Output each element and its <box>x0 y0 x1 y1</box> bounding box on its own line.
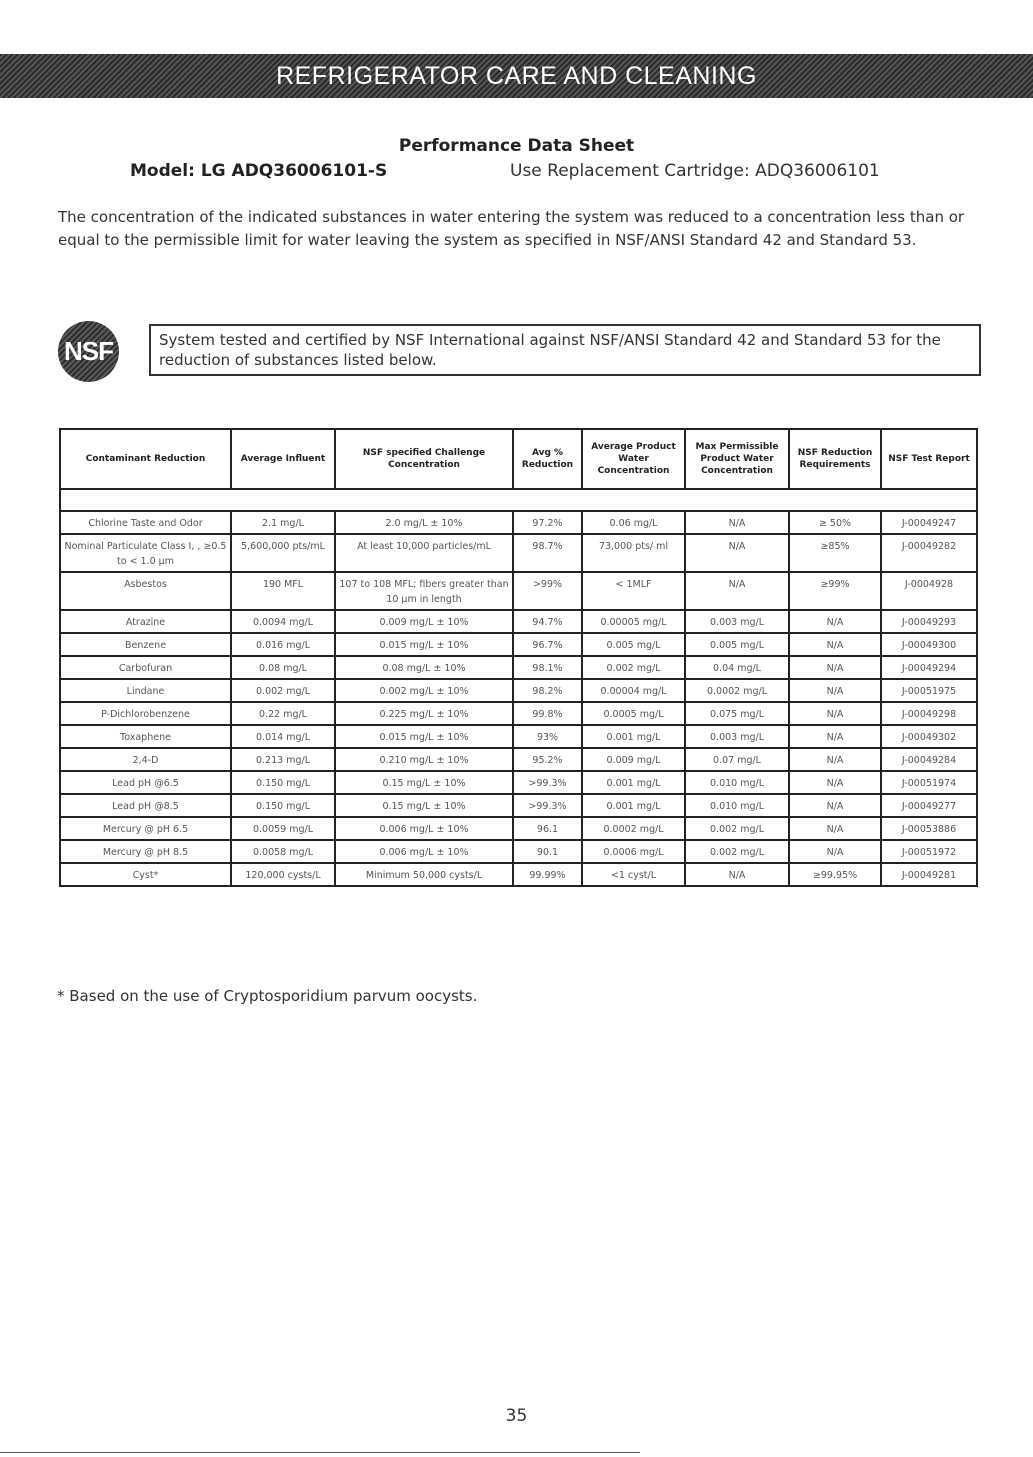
cell-reduction-requirements: N/A <box>789 702 881 725</box>
table-row <box>60 610 977 633</box>
cell-average-product-water: 0.009 mg/L <box>582 748 685 771</box>
cell-average-influent: 0.0059 mg/L <box>231 817 335 840</box>
cell-reduction-requirements: N/A <box>789 725 881 748</box>
cell-test-report: J-00051975 <box>881 679 977 702</box>
section-banner <box>0 54 1033 98</box>
header-contaminant: Contaminant Reduction <box>60 429 231 489</box>
cell-avg-reduction: 98.2% <box>513 679 582 702</box>
cell-challenge-concentration: 0.015 mg/L ± 10% <box>335 725 513 748</box>
banner-title: REFRIGERATOR CARE AND CLEANING <box>276 61 757 90</box>
replacement-cartridge-label: Use Replacement Cartridge: ADQ36006101 <box>510 161 880 181</box>
cell-average-product-water: 0.0002 mg/L <box>582 817 685 840</box>
cell-reduction-requirements: ≥99.95% <box>789 863 881 886</box>
cell-reduction-requirements: N/A <box>789 771 881 794</box>
nsf-logo-text: NSF <box>64 336 113 366</box>
table-row <box>60 633 977 656</box>
cell-challenge-concentration: 0.15 mg/L ± 10% <box>335 794 513 817</box>
cell-test-report: J-00053886 <box>881 817 977 840</box>
cell-reduction-requirements: ≥85% <box>789 534 881 572</box>
cell-max-permissible: 0.002 mg/L <box>685 817 789 840</box>
cell-test-report: J-00049284 <box>881 748 977 771</box>
cell-average-influent: 0.08 mg/L <box>231 656 335 679</box>
cell-average-product-water: 0.06 mg/L <box>582 511 685 534</box>
cell-test-report: J-00049298 <box>881 702 977 725</box>
certification-statement: System tested and certified by NSF International against NSF/ANSI Standard 42 and Standard 53 for the reduction of substances listed below. <box>149 324 981 376</box>
cell-avg-reduction: 99.99% <box>513 863 582 886</box>
cell-contaminant: Asbestos <box>60 572 231 610</box>
cell-reduction-requirements: ≥ 50% <box>789 511 881 534</box>
cell-reduction-requirements: N/A <box>789 679 881 702</box>
cell-challenge-concentration: 0.210 mg/L ± 10% <box>335 748 513 771</box>
cell-reduction-requirements: N/A <box>789 748 881 771</box>
cell-avg-reduction: 96.1 <box>513 817 582 840</box>
cell-average-product-water: 0.002 mg/L <box>582 656 685 679</box>
cell-challenge-concentration: 0.225 mg/L ± 10% <box>335 702 513 725</box>
cell-test-report: J-00049294 <box>881 656 977 679</box>
cell-contaminant: P-Dichlorobenzene <box>60 702 231 725</box>
cell-max-permissible: 0.0002 mg/L <box>685 679 789 702</box>
model-label: Model: LG ADQ36006101-S <box>130 161 388 181</box>
cell-challenge-concentration: 0.002 mg/L ± 10% <box>335 679 513 702</box>
cell-average-influent: 120,000 cysts/L <box>231 863 335 886</box>
cell-average-influent: 0.0094 mg/L <box>231 610 335 633</box>
cell-max-permissible: 0.04 mg/L <box>685 656 789 679</box>
cell-test-report: J-00049247 <box>881 511 977 534</box>
header-reduction-requirements: NSF Reduction Requirements <box>789 429 881 489</box>
cell-contaminant: Lead pH @6.5 <box>60 771 231 794</box>
cell-average-product-water: 0.001 mg/L <box>582 771 685 794</box>
table-row <box>60 817 977 840</box>
cell-max-permissible: N/A <box>685 534 789 572</box>
cell-average-influent: 0.150 mg/L <box>231 794 335 817</box>
cell-average-influent: 0.150 mg/L <box>231 771 335 794</box>
cell-challenge-concentration: Minimum 50,000 cysts/L <box>335 863 513 886</box>
cell-challenge-concentration: 0.006 mg/L ± 10% <box>335 840 513 863</box>
cell-contaminant: Carbofuran <box>60 656 231 679</box>
cell-avg-reduction: 98.1% <box>513 656 582 679</box>
table-row <box>60 572 977 610</box>
cell-avg-reduction: 98.7% <box>513 534 582 572</box>
page-number: 35 <box>505 1406 528 1426</box>
cell-contaminant: Chlorine Taste and Odor <box>60 511 231 534</box>
cell-contaminant: 2,4-D <box>60 748 231 771</box>
cell-avg-reduction: 99.8% <box>513 702 582 725</box>
cell-avg-reduction: >99% <box>513 572 582 610</box>
cell-average-product-water: 0.001 mg/L <box>582 725 685 748</box>
cell-reduction-requirements: ≥99% <box>789 572 881 610</box>
cell-contaminant: Mercury @ pH 8.5 <box>60 840 231 863</box>
cell-avg-reduction: 96.7% <box>513 633 582 656</box>
cell-reduction-requirements: N/A <box>789 794 881 817</box>
cell-reduction-requirements: N/A <box>789 610 881 633</box>
cell-average-product-water: 0.0005 mg/L <box>582 702 685 725</box>
cell-max-permissible: 0.075 mg/L <box>685 702 789 725</box>
table-row <box>60 794 977 817</box>
cell-max-permissible: 0.002 mg/L <box>685 840 789 863</box>
cell-challenge-concentration: 2.0 mg/L ± 10% <box>335 511 513 534</box>
table-row <box>60 702 977 725</box>
cell-avg-reduction: >99.3% <box>513 771 582 794</box>
cell-challenge-concentration: 107 to 108 MFL; fibers greater than 10 µm in length <box>335 572 513 610</box>
cell-avg-reduction: >99.3% <box>513 794 582 817</box>
cell-max-permissible: 0.003 mg/L <box>685 610 789 633</box>
cell-average-influent: 0.016 mg/L <box>231 633 335 656</box>
cell-challenge-concentration: 0.015 mg/L ± 10% <box>335 633 513 656</box>
cell-max-permissible: 0.003 mg/L <box>685 725 789 748</box>
cell-average-product-water: < 1MLF <box>582 572 685 610</box>
cell-test-report: J-00049277 <box>881 794 977 817</box>
cell-average-influent: 2.1 mg/L <box>231 511 335 534</box>
cell-average-product-water: 0.00005 mg/L <box>582 610 685 633</box>
cell-challenge-concentration: At least 10,000 particles/mL <box>335 534 513 572</box>
cell-contaminant: Benzene <box>60 633 231 656</box>
cell-average-product-water: 0.0006 mg/L <box>582 840 685 863</box>
cell-max-permissible: 0.07 mg/L <box>685 748 789 771</box>
cell-average-influent: 190 MFL <box>231 572 335 610</box>
cell-avg-reduction: 93% <box>513 725 582 748</box>
cell-test-report: J-0004928 <box>881 572 977 610</box>
cell-challenge-concentration: 0.009 mg/L ± 10% <box>335 610 513 633</box>
intro-paragraph: The concentration of the indicated substances in water entering the system was reduced to a concentration less than or equal to the permissible limit for water leaving the system as specified in NSF/ANSI Standard 42 and Standard 53. <box>58 208 965 249</box>
cell-average-product-water: 0.001 mg/L <box>582 794 685 817</box>
cell-reduction-requirements: N/A <box>789 840 881 863</box>
header-average-product-water: Average Product Water Concentration <box>582 429 685 489</box>
cell-average-product-water: <1 cyst/L <box>582 863 685 886</box>
cell-contaminant: Lead pH @8.5 <box>60 794 231 817</box>
cell-max-permissible: 0.010 mg/L <box>685 771 789 794</box>
table-header-row <box>60 429 977 489</box>
cell-challenge-concentration: 0.08 mg/L ± 10% <box>335 656 513 679</box>
cell-average-influent: 0.002 mg/L <box>231 679 335 702</box>
cell-avg-reduction: 90.1 <box>513 840 582 863</box>
cell-test-report: J-00049282 <box>881 534 977 572</box>
cell-contaminant: Atrazine <box>60 610 231 633</box>
cell-contaminant: Mercury @ pH 6.5 <box>60 817 231 840</box>
cell-test-report: J-00051972 <box>881 840 977 863</box>
header-test-report: NSF Test Report <box>881 429 977 489</box>
document-title: Performance Data Sheet <box>398 136 635 156</box>
cell-average-influent: 0.213 mg/L <box>231 748 335 771</box>
cell-challenge-concentration: 0.006 mg/L ± 10% <box>335 817 513 840</box>
cell-max-permissible: 0.010 mg/L <box>685 794 789 817</box>
table-row <box>60 534 977 572</box>
cell-average-influent: 5,600,000 pts/mL <box>231 534 335 572</box>
cell-average-influent: 0.014 mg/L <box>231 725 335 748</box>
cell-reduction-requirements: N/A <box>789 817 881 840</box>
cell-reduction-requirements: N/A <box>789 633 881 656</box>
cell-max-permissible: N/A <box>685 572 789 610</box>
cell-contaminant: Cyst* <box>60 863 231 886</box>
header-average-influent: Average Influent <box>231 429 335 489</box>
footnote: * Based on the use of Cryptosporidium parvum oocysts. <box>57 987 478 1005</box>
cell-avg-reduction: 94.7% <box>513 610 582 633</box>
cell-contaminant: Toxaphene <box>60 725 231 748</box>
table-row <box>60 840 977 863</box>
header-max-permissible: Max Permissible Product Water Concentration <box>685 429 789 489</box>
table-row <box>60 679 977 702</box>
cell-average-product-water: 0.00004 mg/L <box>582 679 685 702</box>
header-avg-reduction: Avg % Reduction <box>513 429 582 489</box>
cell-test-report: J-00049281 <box>881 863 977 886</box>
cell-test-report: J-00049300 <box>881 633 977 656</box>
cell-test-report: J-00051974 <box>881 771 977 794</box>
table-row <box>60 511 977 534</box>
header-challenge-concentration: NSF specified Challenge Concentration <box>335 429 513 489</box>
performance-data-table <box>59 428 978 887</box>
cell-contaminant: Lindane <box>60 679 231 702</box>
cell-test-report: J-00049302 <box>881 725 977 748</box>
nsf-logo-icon <box>58 321 119 382</box>
cell-average-product-water: 73,000 pts/ ml <box>582 534 685 572</box>
cell-max-permissible: N/A <box>685 863 789 886</box>
table-row <box>60 863 977 886</box>
table-row <box>60 748 977 771</box>
table-row <box>60 771 977 794</box>
cell-average-product-water: 0.005 mg/L <box>582 633 685 656</box>
cell-average-influent: 0.0058 mg/L <box>231 840 335 863</box>
cell-average-influent: 0.22 mg/L <box>231 702 335 725</box>
cell-avg-reduction: 95.2% <box>513 748 582 771</box>
cell-avg-reduction: 97.2% <box>513 511 582 534</box>
cell-challenge-concentration: 0.15 mg/L ± 10% <box>335 771 513 794</box>
cell-max-permissible: N/A <box>685 511 789 534</box>
cell-contaminant: Nominal Particulate Class I, , ≥0.5 to < 1.0 µm <box>60 534 231 572</box>
cell-max-permissible: 0.005 mg/L <box>685 633 789 656</box>
table-row <box>60 656 977 679</box>
table-spacer-row <box>60 489 977 511</box>
table-row <box>60 725 977 748</box>
cell-reduction-requirements: N/A <box>789 656 881 679</box>
bottom-divider <box>0 1452 640 1453</box>
cell-test-report: J-00049293 <box>881 610 977 633</box>
